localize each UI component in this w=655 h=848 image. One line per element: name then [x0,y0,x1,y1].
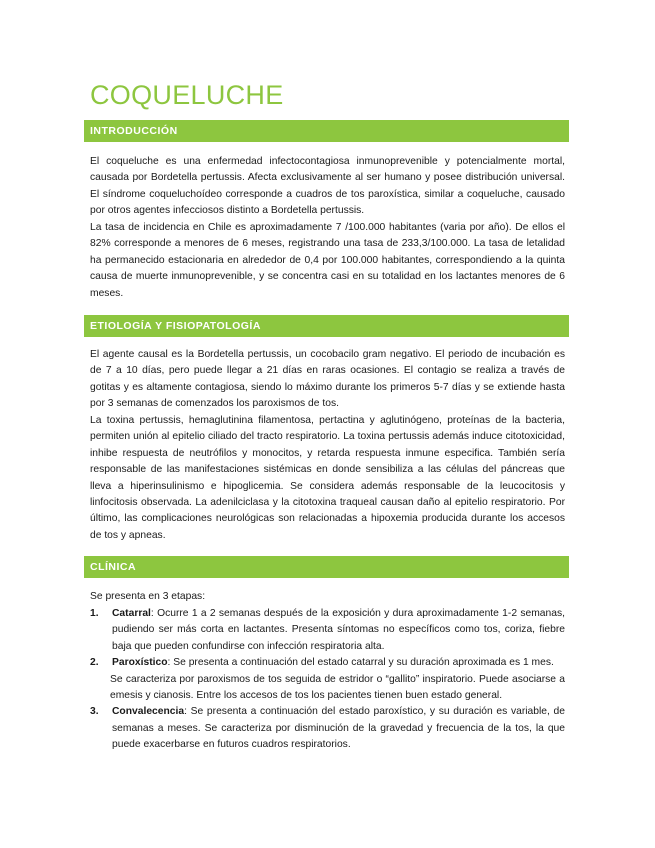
stage-term: Convalecencia [112,706,185,718]
clinica-intro: Se presenta en 3 etapas: [90,591,206,602]
stage-description: : Ocurre 1 a 2 semanas después de la exposición y dura aproximadamente 1-2 semanas, pudiendo ser más corta en lactantes. Presenta síntomas no específicos como tos, coriza, fiebre baja que pueden confundirse con infección respiratoria alta. [112,608,565,652]
stage-description: : Se presenta a continuación del estado catarral y su duración aproximada es 1 mes. [167,657,554,669]
clinica-stages-list [90,606,565,754]
etiologia-paragraph-2: La toxina pertussis, hemaglutinina filamentosa, pertactina y aglutinógeno, proteínas de la bacteria, permiten unión al epitelio ciliado del tracto respiratorio. La toxina pertussis además induce citotoxicidad, inhibe respuesta de neutrófilos y monocitos, y retarda respuesta inmune especifica. También sería responsable de las manifestaciones sistémicas en donde sensibiliza a las células del páncreas que lleva a hiperinsulinismo e hipoglicemia. Se considera además responsable de la leucocitosis y linfocitosis observada. La adenilciclasa y la citotoxina traqueal causan daño al epitelio respiratorio. Por último, las complicaciones neurológicas son relacionadas a hipoxemia producida durante los accesos de tos y apneas. [90,415,565,541]
intro-paragraph-2: La tasa de incidencia en Chile es aproximadamente 7 /100.000 habitantes (varia por año). De ellos el 82% corresponde a menores de 6 meses, registrando una tasa de 233,3/100.000. La tasa de letalidad ha permanecido estacionaria en alrededor de 0,4 por 100.000 habitantes, correspondiendo a la quinta causa de muerte inmunoprevenible, y se concentra casi en su totalidad en los lactantes menores de 6 meses. [90,222,565,299]
list-number: 1. [90,608,99,619]
section-heading-clinica: CLÍNICA [84,556,569,578]
stage-description-continued: Se caracteriza por paroxismos de tos seguida de estridor o “gallito” inspiratorio. Puede asociarse a emesis y cianosis. Entre los accesos de tos los pacientes tienen buen estado general. [110,673,565,702]
list-number: 2. [90,657,99,669]
stage-term: Paroxístico [112,657,168,669]
list-item [90,655,565,704]
stage-term: Catarral [112,608,151,619]
intro-paragraph-1: El coqueluche es una enfermedad infectocontagiosa inmunoprevenible y potencialmente mortal, causada por Bordetella pertussis. Afecta exclusivamente al ser humano y posee distribución universal. El síndrome coqueluchoídeo corresponde a cuadros de tos paroxística, similar a coqueluche, causado por otros agentes infecciosos distinto a Bordetella pertussis. [90,156,565,217]
document-title: COQUELUCHE [90,80,284,110]
section-heading-introduccion: INTRODUCCIÓN [84,120,569,142]
list-item [90,704,565,753]
section-heading-etiologia: ETIOLOGÍA Y FISIOPATOLOGÍA [84,315,569,337]
list-item [90,606,565,655]
stage-description: : Se presenta a continuación del estado paroxístico, y su duración es variable, de semanas a meses. Se caracteriza por disminución de la gravedad y frecuencia de la tos, la que puede exacerbarse en futuros cuadros respiratorios. [112,706,565,751]
etiologia-paragraph-1: El agente causal es la Bordetella pertussis, un cocobacilo gram negativo. El periodo de incubación es de 7 a 10 días, pero puede llegar a 21 días en raras ocasiones. El contagio se realiza a través de gotitas y es altamente contagiosa, siendo lo máximo durante los primeros 5-7 días y se extiende hasta por 3 semanas de comenzados los paroxismos de tos. [90,349,565,410]
list-number: 3. [90,706,99,718]
